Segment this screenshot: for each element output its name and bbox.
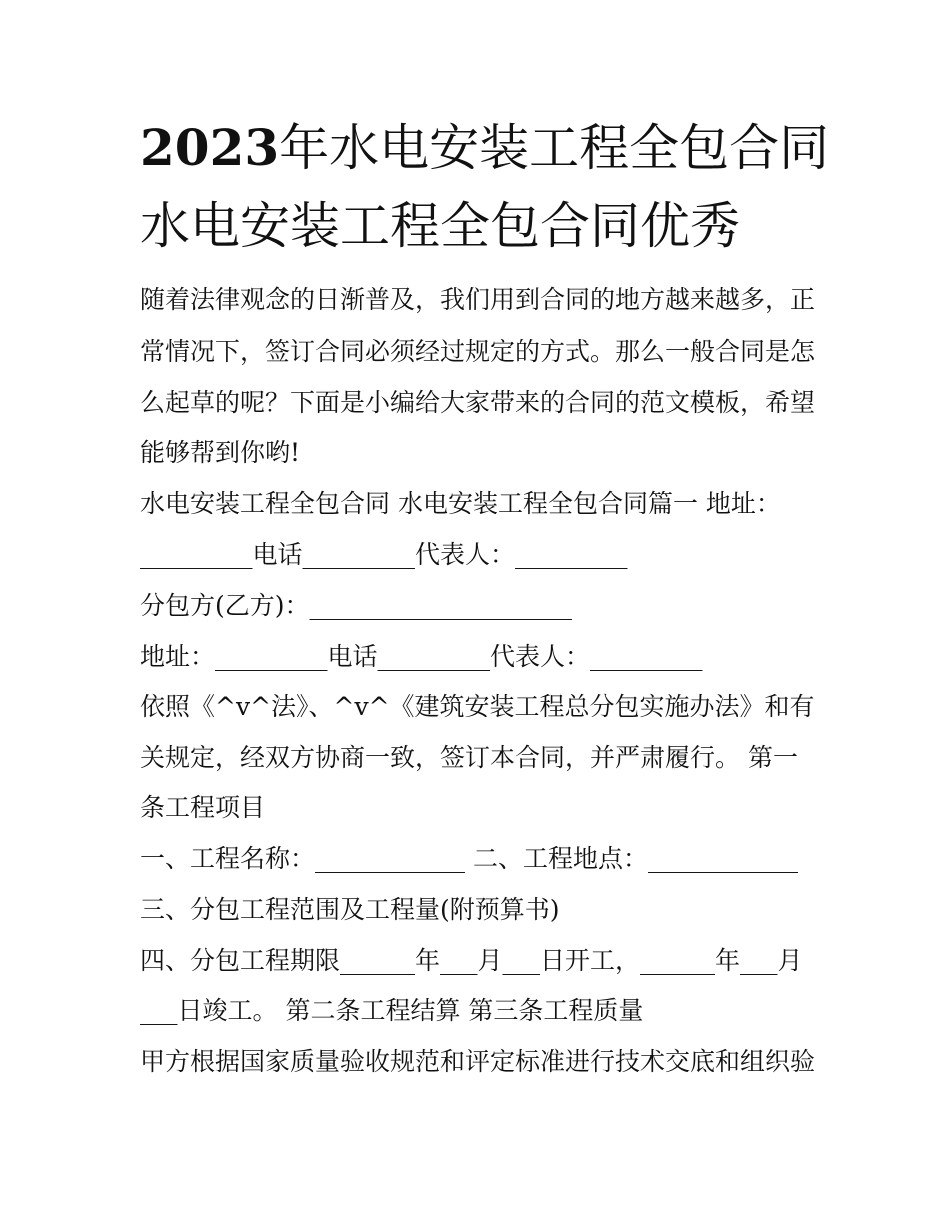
title-line-2: 水电安装工程全包合同优秀 <box>140 197 740 255</box>
paragraph-line: 么起草的呢？下面是小编给大家带来的合同的范文模板，希望 <box>140 388 816 417</box>
paragraph-line: ___日竣工。 第二条工程结算 第三条工程质量 <box>140 996 644 1025</box>
paragraph-line: 三、分包工程范围及工程量(附预算书) <box>140 895 560 924</box>
paragraph-line: _________电话_________代表人：_________ <box>140 540 628 569</box>
paragraph-line: 水电安装工程全包合同 水电安装工程全包合同篇一 地址： <box>140 489 781 518</box>
paragraph-line: 分包方(乙方)：_____________________ <box>140 591 573 620</box>
paragraph-line: 能够帮到你哟! <box>140 438 301 467</box>
paragraph-line: 常情况下，签订合同必须经过规定的方式。那么一般合同是怎 <box>140 337 816 366</box>
paragraph-line: 关规定，经双方协商一致，签订本合同，并严肃履行。 第一 <box>140 743 798 772</box>
paragraph-line: 甲方根据国家质量验收规范和评定标准进行技术交底和组织验 <box>140 1047 816 1076</box>
paragraph-line: 一、工程名称：____________ 二、工程地点：____________ <box>140 844 798 873</box>
paragraph-line: 依照《^v^法》、^v^《建筑安装工程总分包实施办法》和有 <box>140 692 815 721</box>
title-line-1-text: 年水电安装工程全包合同 <box>279 119 830 177</box>
paragraph-line: 地址：_________电话_________代表人：_________ <box>140 642 703 671</box>
title-line-1 <box>140 118 829 178</box>
paragraph-line: 条工程项目 <box>140 793 266 822</box>
title-year: 2023 <box>140 118 280 177</box>
paragraph-line: 四、分包工程期限______年___月___日开工，______年___月 <box>140 946 803 975</box>
paragraph-line: 随着法律观念的日渐普及，我们用到合同的地方越来越多，正 <box>140 285 816 314</box>
